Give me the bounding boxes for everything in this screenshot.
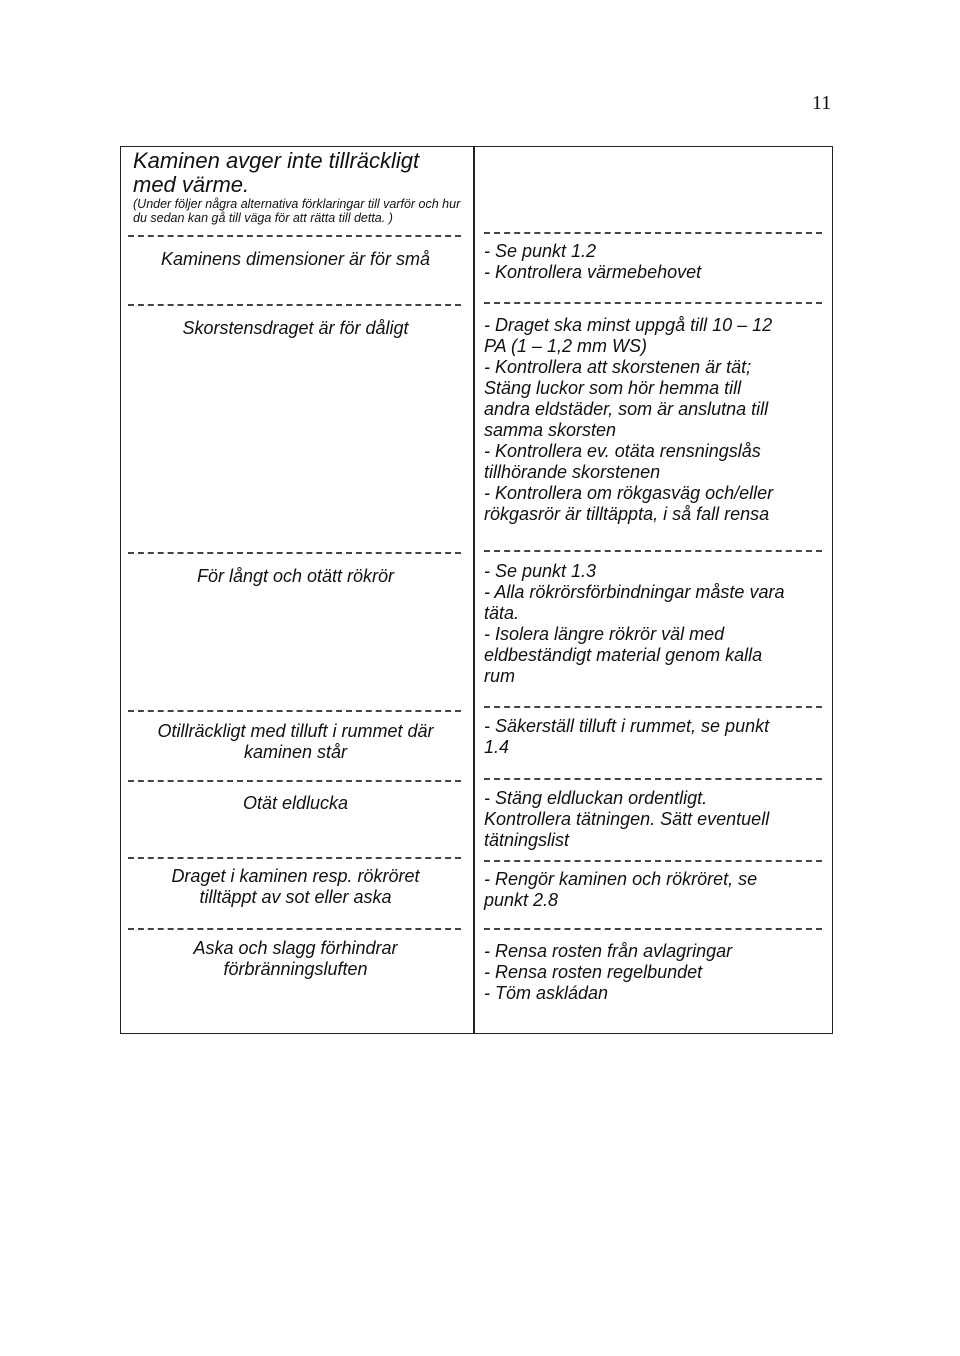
title-line-1: Kaminen avger inte tillräckligt — [133, 148, 420, 173]
separator — [484, 778, 822, 780]
cause-cell: Skorstensdraget är för dåligt — [182, 318, 409, 338]
title-line-2: med värme. — [133, 172, 250, 197]
column-divider — [473, 146, 475, 1034]
separator — [128, 235, 461, 237]
separator — [484, 706, 822, 708]
remedy-cell: - Säkerställ tilluft i rummet, se punkt 1.4 — [484, 716, 770, 757]
separator — [128, 857, 461, 859]
cause-cell: Kaminens dimensioner är för små — [160, 249, 431, 269]
separator — [128, 710, 461, 712]
remedy-cell: - Stäng eldluckan ordentligt. Kontrollera tätningen. Sätt eventuell tätningslist — [484, 788, 770, 850]
separator — [484, 860, 822, 862]
cause-cell: Draget i kaminen resp. rökröret tilltäppt av sot eller aska — [171, 866, 420, 907]
cause-cell: Otillräckligt med tilluft i rummet där kaminen står — [157, 721, 434, 762]
separator — [128, 928, 461, 930]
separator — [128, 780, 461, 782]
cause-cell: Otät eldlucka — [242, 793, 349, 813]
remedy-cell: - Rensa rosten från avlagringar - Rensa rosten regelbundet - Töm askládan — [484, 941, 733, 1003]
separator — [128, 304, 461, 306]
separator — [484, 550, 822, 552]
table-title — [133, 149, 468, 225]
page-number: 11 — [812, 92, 832, 114]
separator — [484, 232, 822, 234]
remedy-cell: - Se punkt 1.2 - Kontrollera värmebehovet — [484, 241, 702, 282]
separator — [484, 302, 822, 304]
remedy-cell: - Rengör kaminen och rökröret, se punkt 2.8 — [484, 869, 758, 910]
remedy-cell: - Se punkt 1.3 - Alla rökrörsförbindningar måste vara täta. - Isolera längre rökrör väl med eldbeständigt material genom kalla rum — [484, 561, 785, 686]
cause-cell: Aska och slagg förhindrar förbränningsluften — [193, 938, 398, 979]
remedy-cell: - Draget ska minst uppgå till 10 – 12 PA (1 – 1,2 mm WS) - Kontrollera att skorstenen är tät; Stäng luckor som hör hemma till andra eldstäder, som är anslutna till samma skorsten - Kontrollera ev. otäta rensningslås tillhörande skorstenen - Kontrollera om rökgasväg och/eller rökgasrör är tilltäppta, i så fall rensa — [484, 315, 774, 524]
title-note: (Under följer några alternativa förklaringar till varför och hur du sedan kan gå till väga för att rätta till detta. ) — [133, 197, 461, 225]
cause-cell: För långt och otätt rökrör — [196, 566, 395, 586]
separator — [128, 552, 461, 554]
separator — [484, 928, 822, 930]
